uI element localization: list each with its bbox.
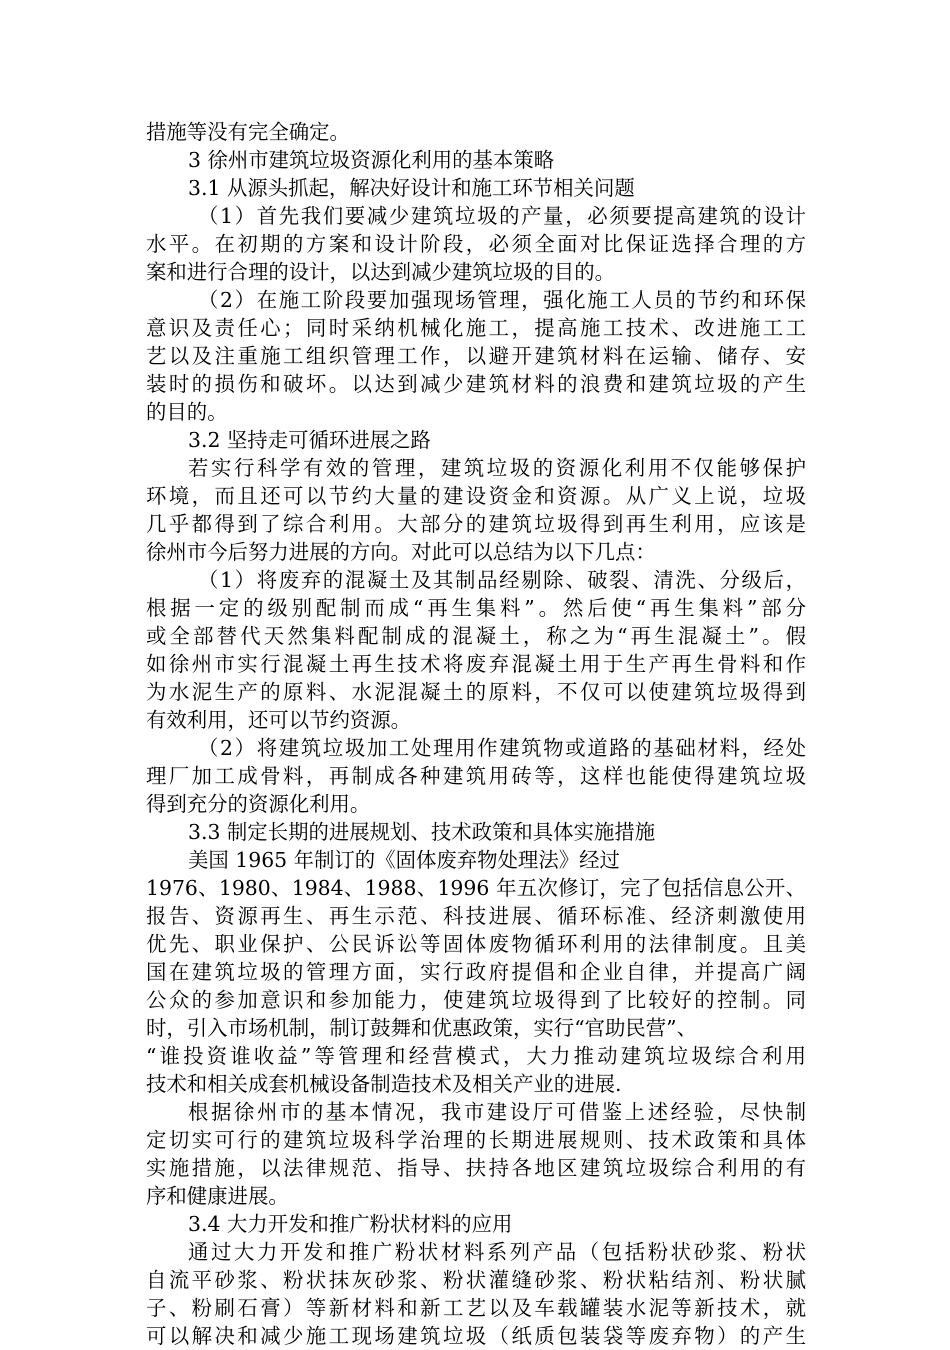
subsection-heading-3-2: 3.2 坚持走可循环进展之路 — [188, 428, 431, 452]
text-line: 如徐州市实行混凝土再生技术将废弃混凝土用于生产再生骨料和作 — [146, 652, 806, 676]
text-line: 几乎都得到了综合利用。大部分的建筑垃圾得到再生利用，应该是 — [146, 512, 806, 536]
text-line: 有效利用，还可以节约资源。 — [146, 708, 412, 732]
text-line: “谁投资谁收益”等管理和经营模式，大力推动建筑垃圾综合利用 — [146, 1044, 806, 1068]
text-line: 时，引入市场机制，制订鼓舞和优惠政策，实行“官助民营”、 — [146, 1016, 698, 1040]
text-line: 根据一定的级别配制而成“再生集料”。然后使“再生集料”部分 — [146, 596, 806, 620]
text-line: （2）将建筑垃圾加工处理用作建筑物或道路的基础材料，经处 — [198, 736, 806, 760]
text-line: 艺以及注重施工组织管理工作，以避开建筑材料在运输、储存、安 — [146, 344, 806, 368]
text-line: 或全部替代天然集料配制成的混凝土，称之为“再生混凝土”。假 — [146, 624, 806, 648]
text-line: 理厂加工成骨料，再制成各种建筑用砖等，这样也能使得建筑垃圾 — [146, 764, 806, 788]
text-line: 国在建筑垃圾的管理方面，实行政府提倡和企业自律，并提高广阔 — [146, 960, 806, 984]
subsection-heading-3-3: 3.3 制定长期的进展规划、技术政策和具体实施措施 — [188, 820, 656, 844]
text-line: 措施等没有完全确定。 — [146, 120, 350, 144]
text-line: 定切实可行的建筑垃圾科学治理的长期进展规则、技术政策和具体 — [146, 1128, 806, 1152]
text-line: 意识及责任心；同时采纳机械化施工，提高施工技术、改进施工工 — [146, 316, 806, 340]
subsection-heading-3-1: 3.1 从源头抓起，解决好设计和施工环节相关问题 — [188, 176, 635, 200]
document-body — [146, 118, 806, 1350]
text-line: 美国 1965 年制订的《固体废弃物处理法》经过 — [188, 848, 620, 872]
text-line: 为水泥生产的原料、水泥混凝土的原料，不仅可以使建筑垃圾得到 — [146, 680, 806, 704]
text-line: 1976、1980、1984、1988、1996 年五次修订，完了包括信息公开、 — [146, 876, 806, 900]
text-line: 装时的损伤和破坏。以达到减少建筑材料的浪费和建筑垃圾的产生 — [146, 372, 806, 396]
text-line: 的目的。 — [146, 400, 228, 424]
text-line: 根据徐州市的基本情况，我市建设厅可借鉴上述经验，尽快制 — [188, 1100, 806, 1124]
text-line: 实施措施，以法律规范、指导、扶持各地区建筑垃圾综合利用的有 — [146, 1156, 806, 1180]
text-line: （1）首先我们要减少建筑垃圾的产量，必须要提高建筑的设计 — [198, 204, 806, 228]
text-line: （1）将废弃的混凝土及其制品经剔除、破裂、清洗、分级后， — [198, 568, 806, 592]
text-line: （2）在施工阶段要加强现场管理，强化施工人员的节约和环保 — [198, 288, 806, 312]
text-line: 序和健康进展。 — [146, 1184, 289, 1208]
text-line: 若实行科学有效的管理，建筑垃圾的资源化利用不仅能够保护 — [188, 456, 806, 480]
text-line: 通过大力开发和推广粉状材料系列产品（包括粉状砂浆、粉状 — [188, 1240, 806, 1264]
text-line: 可以解决和减少施工现场建筑垃圾（纸质包装袋等废弃物）的产生 — [146, 1324, 806, 1348]
text-line: 报告、资源再生、再生示范、科技进展、循环标准、经济刺激使用 — [146, 904, 806, 928]
text-line: 子、粉刷石膏）等新材料和新工艺以及车载罐装水泥等新技术，就 — [146, 1296, 806, 1320]
text-line: 技术和相关成套机械设备制造技术及相关产业的进展. — [146, 1072, 622, 1096]
subsection-heading-3-4: 3.4 大力开发和推广粉状材料的应用 — [188, 1212, 513, 1236]
section-heading-3: 3 徐州市建筑垃圾资源化利用的基本策略 — [188, 148, 555, 172]
text-line: 徐州市今后努力进展的方向。对此可以总结为以下几点： — [146, 540, 656, 564]
text-line: 得到充分的资源化利用。 — [146, 792, 371, 816]
text-line: 水平。在初期的方案和设计阶段，必须全面对比保证选择合理的方 — [146, 232, 806, 256]
text-line: 公众的参加意识和参加能力，使建筑垃圾得到了比较好的控制。同 — [146, 988, 806, 1012]
text-line: 优先、职业保护、公民诉讼等固体废物循环利用的法律制度。且美 — [146, 932, 806, 956]
text-line: 自流平砂浆、粉状抹灰砂浆、粉状灌缝砂浆、粉状粘结剂、粉状腻 — [146, 1268, 806, 1292]
text-line: 案和进行合理的设计，以达到减少建筑垃圾的目的。 — [146, 260, 615, 284]
text-line: 环境，而且还可以节约大量的建设资金和资源。从广义上说，垃圾 — [146, 484, 806, 508]
